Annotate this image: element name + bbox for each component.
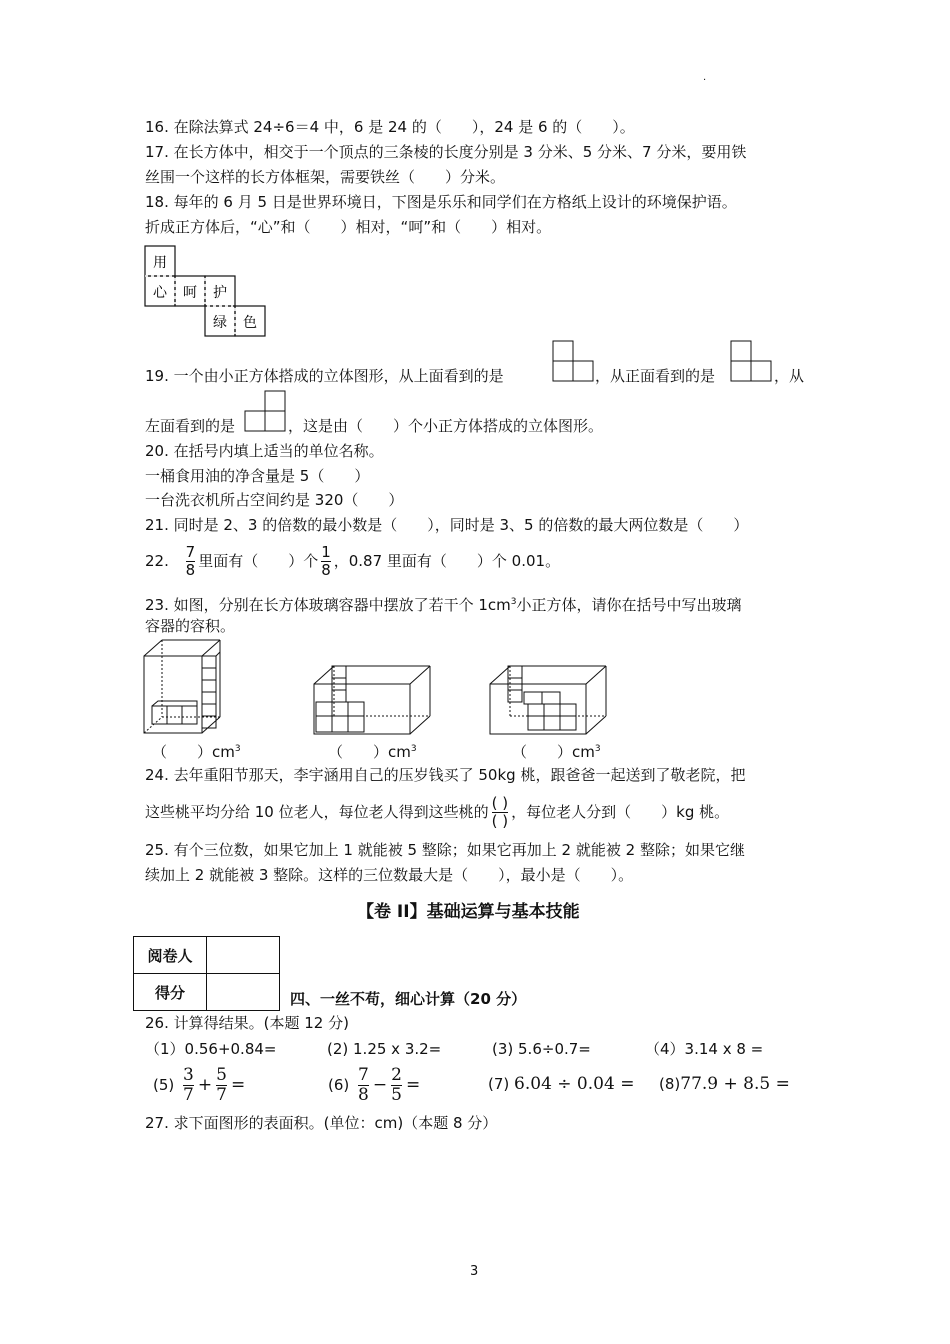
score-table	[133, 936, 280, 1011]
frac-den: 7	[216, 1085, 227, 1105]
question-17-line1: 17. 在长方体中，相交于一个顶点的三条棱的长度分别是 3 分米、5 分米、7 分米，要用铁	[145, 143, 747, 161]
net-cell-4: 护	[213, 285, 227, 301]
q22-post: ，0.87 里面有（ ）个 0.01。	[333, 552, 561, 570]
question-18-line2: 折成正方体后，“心”和（ ）相对，“呵”和（ ）相对。	[145, 218, 552, 236]
header-mark: .	[703, 72, 707, 83]
question-21: 21. 同时是 2、3 的倍数的最小数是（ ），同时是 3、5 的倍数的最大两位数是（ ）	[145, 516, 749, 534]
item-5-label: (5)	[153, 1076, 175, 1094]
section-4-title: 四、一丝不苟，细心计算（20 分）	[290, 990, 527, 1008]
calc-item-6	[328, 1062, 420, 1108]
frac-den: 7	[183, 1085, 194, 1105]
front-view-figure	[730, 340, 774, 382]
answer-text: （ ）cm	[152, 743, 235, 761]
section-2-title: 【卷 II】基础运算与基本技能	[357, 902, 580, 922]
question-24-line1: 24. 去年重阳节那天，李宇涵用自己的压岁钱买了 50kg 桃，跟爸爸一起送到了敬老院，把	[145, 766, 746, 784]
container-3-answer	[512, 738, 601, 763]
fraction-5-7	[216, 1066, 227, 1105]
operator-minus: −	[372, 1075, 388, 1095]
answer-sup: 3	[594, 744, 601, 754]
question-19-part-d: 左面看到的是	[145, 417, 236, 435]
q22-f2-numerator: 1	[321, 543, 331, 561]
equals-sign: =	[230, 1075, 246, 1095]
q22-f2-denominator: 8	[321, 561, 331, 579]
question-23-line2: 容器的容积。	[145, 617, 236, 635]
question-20-item-1: 一桶食用油的净含量是 5（ ）	[145, 467, 370, 485]
frac-num: 5	[216, 1065, 227, 1085]
page-number: 3	[470, 1264, 479, 1279]
answer-sup: 3	[410, 744, 417, 754]
item-8-label: (8)	[659, 1075, 681, 1093]
fraction-2-5	[391, 1066, 402, 1105]
equals-sign: =	[405, 1075, 421, 1095]
q22-number: 22.	[145, 552, 169, 570]
question-19-part-b: ，从正面看到的是	[595, 367, 716, 385]
fraction-1-8	[321, 544, 331, 579]
container-1-answer	[152, 738, 241, 763]
frac-den: 5	[391, 1085, 402, 1105]
question-27: 27. 求下面图形的表面积。(单位：cm)（本题 8 分）	[145, 1114, 498, 1132]
q24-text-b: ，每位老人分到（ ）kg 桃。	[511, 803, 730, 821]
net-cell-2: 心	[153, 285, 167, 301]
net-cell-3: 呵	[183, 285, 197, 301]
calc-item-7	[488, 1072, 634, 1096]
item-8-expression: 77.9 + 8.5 =	[680, 1074, 790, 1094]
grader-label: 阅卷人	[134, 937, 207, 974]
glass-container-1	[142, 638, 224, 736]
glass-container-3	[488, 662, 608, 736]
question-24-line2	[145, 790, 729, 834]
fraction-3-7	[183, 1066, 194, 1105]
question-20-title: 20. 在括号内填上适当的单位名称。	[145, 442, 384, 460]
left-view-figure	[244, 390, 288, 432]
question-23-line1	[145, 591, 742, 616]
answer-sup: 3	[234, 744, 241, 754]
cube-net-figure	[144, 245, 268, 337]
glass-container-2	[312, 662, 432, 736]
question-18-line1: 18. 每年的 6 月 5 日是世界环境日，下图是乐乐和同学们在方格纸上设计的环境保护语。	[145, 193, 737, 211]
net-cell-6: 色	[243, 315, 257, 331]
q23-text-a: 23. 如图，分别在长方体玻璃容器中摆放了若干个 1cm	[145, 596, 511, 614]
q22-middle: 里面有（ ）个	[198, 552, 319, 570]
question-26-title: 26. 计算得结果。(本题 12 分)	[145, 1014, 349, 1032]
frac-num: 2	[391, 1065, 402, 1085]
operator-plus: +	[197, 1075, 213, 1095]
q23-text-b: 小正方体，请你在括号中写出玻璃	[516, 596, 742, 614]
question-16: 16. 在除法算式 24÷6＝4 中，6 是 24 的（ ），24 是 6 的（ ）。	[145, 118, 635, 136]
q22-f1-denominator: 8	[185, 561, 196, 579]
score-cell[interactable]	[207, 974, 280, 1011]
question-25-line2: 续加上 2 就能被 3 整除。这样的三位数最大是（ ），最小是（ ）。	[145, 866, 634, 884]
question-22	[145, 541, 560, 581]
calc-item-4: （4）3.14 x 8 =	[645, 1040, 764, 1058]
answer-text: （ ）cm	[512, 743, 595, 761]
net-cell-1: 用	[153, 255, 167, 271]
question-17-line2: 丝围一个这样的长方体框架，需要铁丝（ ）分米。	[145, 168, 506, 186]
grader-cell[interactable]	[207, 937, 280, 974]
item-6-label: (6)	[328, 1076, 350, 1094]
question-19-part-a: 19. 一个由小正方体搭成的立体图形，从上面看到的是	[145, 367, 504, 385]
fraction-7-8b	[358, 1066, 369, 1105]
question-19-part-c: ，从	[774, 367, 805, 385]
q24-text-a: 这些桃平均分给 10 位老人，每位老人得到这些桃的	[145, 803, 489, 821]
item-7-expression: 6.04 ÷ 0.04 =	[514, 1074, 635, 1094]
q24-denominator: ( )	[491, 812, 509, 830]
calc-item-5	[153, 1062, 245, 1108]
score-label: 得分	[134, 974, 207, 1011]
calc-item-1: （1）0.56+0.84=	[145, 1040, 277, 1058]
frac-num: 7	[358, 1065, 369, 1085]
question-19-part-e: ，这是由（ ）个小正方体搭成的立体图形。	[288, 417, 604, 435]
q24-numerator: ( )	[491, 794, 509, 812]
q22-f1-numerator: 7	[185, 543, 196, 561]
calc-item-2: (2) 1.25 x 3.2=	[327, 1040, 442, 1058]
blank-fraction	[492, 795, 508, 830]
top-view-figure	[552, 340, 596, 382]
frac-num: 3	[183, 1065, 194, 1085]
answer-text: （ ）cm	[328, 743, 411, 761]
item-7-label: (7)	[488, 1075, 510, 1093]
container-2-answer	[328, 738, 417, 763]
frac-den: 8	[358, 1085, 369, 1105]
calc-item-3: (3) 5.6÷0.7=	[492, 1040, 591, 1058]
net-cell-5: 绿	[213, 315, 227, 331]
question-25-line1: 25. 有个三位数，如果它加上 1 就能被 5 整除；如果它再加上 2 就能被 2 整除；如果它继	[145, 841, 745, 859]
calc-item-8	[659, 1072, 790, 1096]
q23-sup: 3	[510, 597, 517, 607]
fraction-7-8	[186, 544, 196, 579]
question-20-item-2: 一台洗衣机所占空间约是 320（ ）	[145, 491, 404, 509]
